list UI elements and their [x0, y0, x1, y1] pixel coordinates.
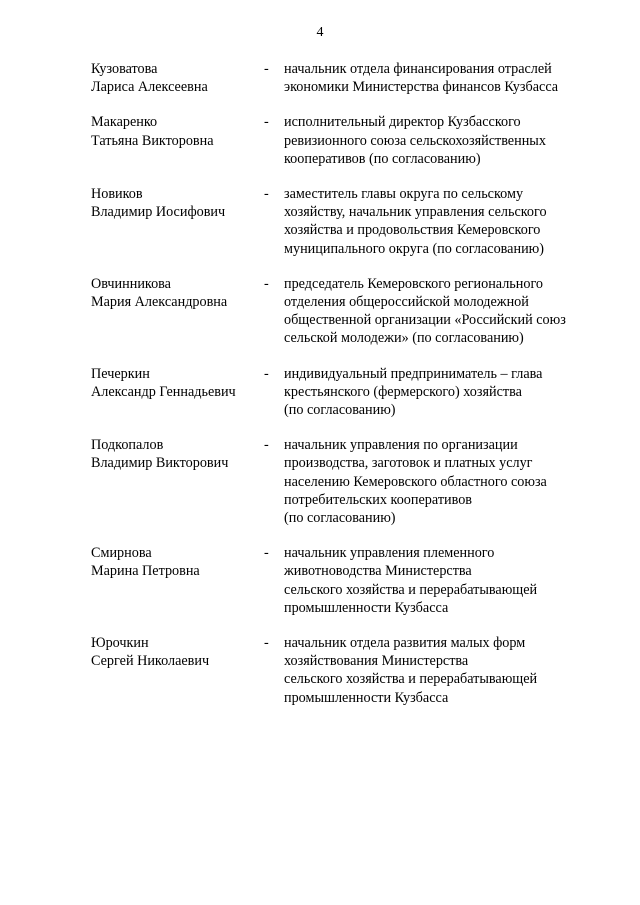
position-line: председатель Кемеровского регионального [284, 275, 544, 292]
member-entry [91, 185, 611, 258]
position-line: хозяйству, начальник управления сельского [284, 204, 547, 221]
member-name [91, 185, 264, 221]
position-line: муниципального округа (по согласованию) [284, 240, 544, 257]
position-line: сельской молодежи» (по согласованию) [284, 330, 524, 347]
member-given-names: Владимир Иосифович [91, 204, 226, 221]
position-line: промышленности Кузбасса [284, 599, 449, 616]
member-position [284, 113, 611, 168]
separator-dash: - [264, 186, 269, 203]
separator-dash: - [264, 545, 269, 562]
position-line: производства, заготовок и платных услуг [284, 455, 533, 472]
position-line: заместитель главы округа по сельскому [284, 186, 524, 203]
separator-dash: - [264, 635, 269, 652]
member-surname: Кузоватова [91, 61, 158, 77]
position-line: хозяйствования Министерства [284, 653, 469, 670]
member-given-names: Мария Александровна [91, 294, 228, 311]
member-surname: Подкопалов [91, 437, 164, 454]
page-number: 4 [316, 25, 324, 40]
member-name [91, 60, 264, 96]
position-line: крестьянского (фермерского) хозяйства [284, 383, 522, 400]
position-line: хозяйства и продовольствия Кемеровского [284, 222, 541, 239]
member-entry [91, 275, 611, 348]
member-entry [91, 436, 611, 527]
member-name [91, 544, 264, 580]
position-line: отделения общероссийской молодежной [284, 294, 529, 311]
member-surname: Новиков [91, 186, 143, 203]
member-surname: Макаренко [91, 114, 158, 131]
member-position [284, 275, 611, 348]
member-given-names: Сергей Николаевич [91, 653, 210, 670]
position-line: промышленности Кузбасса [284, 689, 449, 706]
position-line: начальник управления по организации [284, 437, 518, 454]
member-given-names: Александр Геннадьевич [91, 383, 236, 400]
position-line: (по согласованию) [284, 510, 396, 527]
member-position [284, 185, 611, 258]
member-name [91, 436, 264, 472]
position-line: кооперативов (по согласованию) [284, 150, 481, 167]
member-surname: Юрочкин [91, 635, 149, 652]
position-line: начальник отдела развития малых форм [284, 635, 526, 652]
member-given-names: Татьяна Викторовна [91, 132, 214, 149]
member-name [91, 113, 264, 149]
separator-dash: - [264, 275, 269, 292]
member-position [284, 436, 611, 527]
member-given-names: Владимир Викторович [91, 455, 229, 472]
member-given-names: Марина Петровна [91, 563, 200, 580]
separator-dash: - [264, 437, 269, 454]
member-position [284, 365, 611, 420]
separator-dash: - [264, 365, 269, 382]
separator-dash: - [264, 61, 269, 77]
position-line: сельского хозяйства и перерабатывающей [284, 581, 538, 598]
member-surname: Смирнова [91, 545, 152, 562]
position-line: (по согласованию) [284, 402, 396, 419]
member-entry [91, 113, 611, 168]
member-position [284, 634, 611, 707]
position-line: животноводства Министерства [284, 563, 472, 580]
committee-member-list [91, 60, 611, 724]
position-line: потребительских кооперативов [284, 491, 473, 508]
member-position [284, 544, 611, 617]
separator-dash: - [264, 114, 269, 131]
position-line: индивидуальный предприниматель – глава [284, 365, 543, 382]
position-line: исполнительный директор Кузбасского [284, 114, 521, 131]
position-line: экономики Министерства финансов Кузбасса [284, 79, 559, 96]
position-line: сельского хозяйства и перерабатывающей [284, 671, 538, 688]
member-position [284, 60, 611, 96]
position-line: населению Кемеровского областного союза [284, 473, 547, 490]
member-entry [91, 544, 611, 617]
position-line: начальник отдела финансирования отраслей [284, 61, 552, 77]
member-surname: Овчинникова [91, 275, 171, 292]
member-name [91, 365, 264, 401]
member-entry [91, 60, 611, 96]
member-name [91, 634, 264, 670]
member-given-names: Лариса Алексеевна [91, 79, 208, 96]
member-entry [91, 634, 611, 707]
member-entry [91, 365, 611, 420]
member-name [91, 275, 264, 311]
position-line: ревизионного союза сельскохозяйственных [284, 132, 546, 149]
member-surname: Печеркин [91, 365, 150, 382]
position-line: начальник управления племенного [284, 545, 495, 562]
position-line: общественной организации «Российский союз [284, 312, 566, 329]
